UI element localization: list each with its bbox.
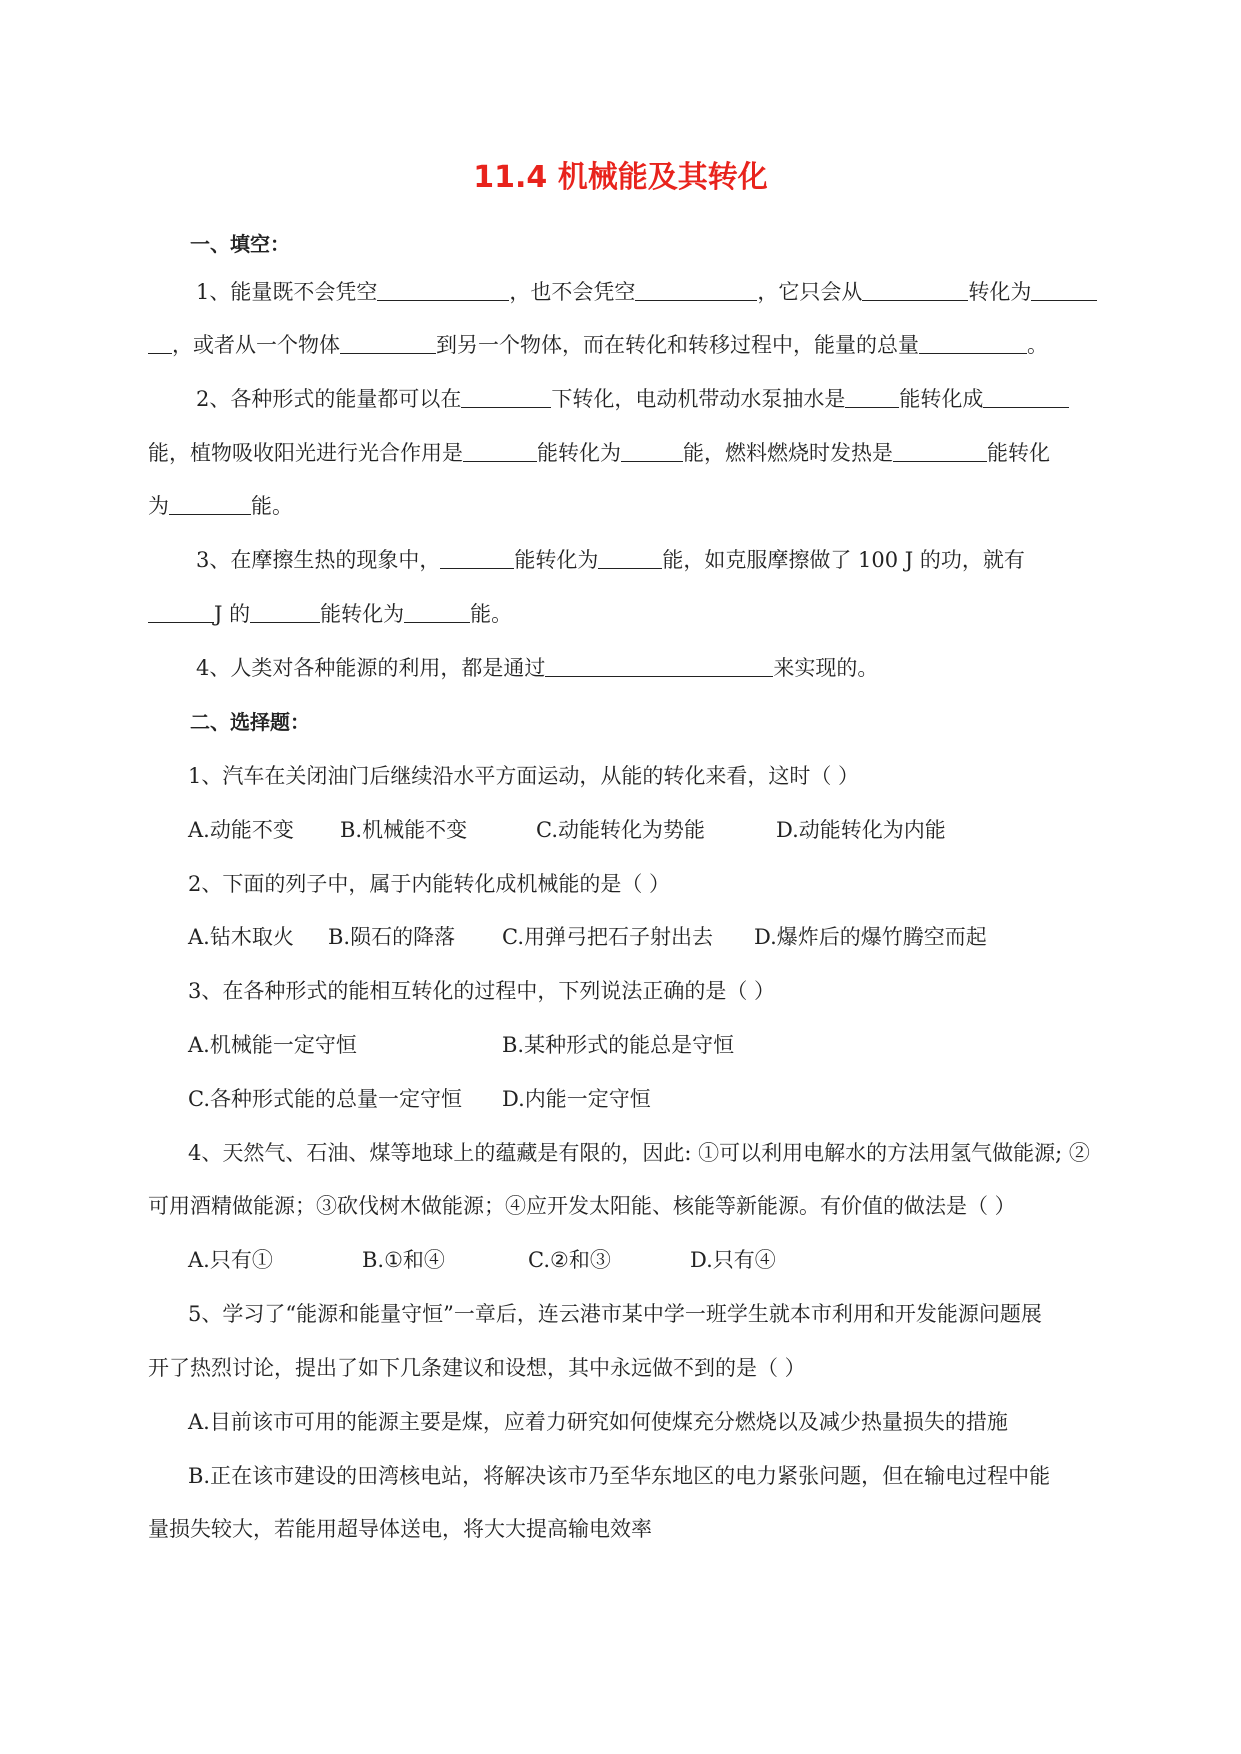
choice-q3-option-d[interactable]: D.内能一定守恒 [502,1087,651,1111]
answer-blank[interactable] [919,331,1027,354]
choice-q4-option-a[interactable]: A.只有① [188,1248,273,1272]
choice-q5-option-b-line2[interactable]: 量损失较大，若能用超导体送电，将大大提高输电效率 [148,1517,652,1541]
answer-blank[interactable] [635,278,757,301]
fill-q4-text-1: 4、人类对各种能源的利用，都是通过 [196,656,546,680]
answer-blank[interactable] [1031,278,1097,301]
fill-q2-text-6: 能，燃料燃烧时发热是 [683,441,893,465]
answer-blank[interactable] [404,600,470,623]
fill-q3-line2 [148,599,512,629]
fill-q3-text-5: 能转化为 [320,602,405,626]
answer-blank[interactable] [545,654,773,677]
choice-q5-stem-line1: 5、学习了“能源和能量守恒”一章后，连云港市某中学一班学生就本市利用和开发能源问题展 [188,1302,1042,1326]
fill-q2-text-8: 为 [148,494,169,518]
fill-q1-text-6: 到另一个物体，而在转化和转移过程中，能量的总量 [436,333,919,357]
page-title: 11.4 机械能及其转化 [473,160,768,195]
choice-q2-options [188,922,1088,952]
answer-blank[interactable] [983,385,1069,408]
choice-q5-option-a[interactable]: A.目前该市可用的能源主要是煤，应着力研究如何使煤充分燃烧以及减少热量损失的措施 [188,1410,1008,1434]
choice-q2-option-b[interactable]: B.陨石的降落 [328,925,456,949]
choice-q3-stem: 3、在各种形式的能相互转化的过程中，下列说法正确的是（ ） [188,979,776,1003]
choice-q5-stem-line2: 开了热烈讨论，提出了如下几条建议和设想，其中永远做不到的是（ ） [148,1356,806,1380]
answer-blank[interactable] [862,278,968,301]
fill-q1-line2 [148,330,1048,360]
fill-q2-line3 [148,491,293,521]
fill-q2-text-1: 2、各种形式的能量都可以在 [196,387,462,411]
choice-q1-stem: 1、汽车在关闭油门后继续沿水平方面运动，从能的转化来看，这时（ ） [188,764,860,788]
choice-q1-option-a[interactable]: A.动能不变 [188,818,294,842]
choice-q2-option-c[interactable]: C.用弹弓把石子射出去 [502,925,713,949]
fill-q4-text-2: 来实现的。 [773,656,879,680]
answer-blank[interactable] [598,546,662,569]
choice-q4-option-d[interactable]: D.只有④ [690,1248,776,1272]
choice-q1-option-b[interactable]: B.机械能不变 [340,818,468,842]
choice-q2-option-a[interactable]: A.钻木取火 [188,925,294,949]
choice-q4-stem-line2: 可用酒精做能源；③砍伐树木做能源；④应开发太阳能、核能等新能源。有价值的做法是（ ） [148,1194,1016,1218]
answer-blank[interactable] [148,600,214,623]
fill-q2-text-9: 能。 [251,494,293,518]
fill-q1-text-3: ，它只会从 [757,280,863,304]
section-heading-multiple-choice: 二、选择题： [190,710,310,734]
answer-blank[interactable] [621,439,683,462]
choice-q2-stem: 2、下面的列子中，属于内能转化成机械能的是（ ） [188,872,671,896]
fill-q2-line1 [196,384,1069,414]
answer-blank[interactable] [148,331,172,354]
choice-q1-options [188,815,1088,845]
answer-blank[interactable] [440,546,514,569]
fill-q2-text-2: 下转化，电动机带动水泵抽水是 [551,387,846,411]
fill-q2-text-5: 能转化为 [537,441,621,465]
answer-blank[interactable] [463,439,537,462]
fill-q3-text-1: 3、在摩擦生热的现象中， [196,548,441,572]
answer-blank[interactable] [377,278,509,301]
choice-q3-option-a[interactable]: A.机械能一定守恒 [188,1033,357,1057]
choice-q4-options [188,1245,1088,1275]
fill-q3-text-3: 能，如克服摩擦做了 100 J 的功，就有 [662,548,1025,572]
choice-q1-option-d[interactable]: D.动能转化为内能 [776,818,946,842]
fill-q2-line2 [148,438,1050,468]
fill-q1-text-1: 1、能量既不会凭空 [196,280,378,304]
fill-q3-line1 [196,545,1025,575]
choice-q4-stem-line1: 4、天然气、石油、煤等地球上的蕴藏是有限的，因此: ①可以利用电解水的方法用氢气做能源; ② [188,1141,1090,1165]
fill-q2-text-7: 能转化 [987,441,1050,465]
fill-q1-text-4: 转化为 [968,280,1032,304]
answer-blank[interactable] [169,492,251,515]
answer-blank[interactable] [340,331,436,354]
choice-q3-options-row2 [188,1084,1088,1114]
fill-q3-text-6: 能。 [470,602,513,626]
choice-q1-option-c[interactable]: C.动能转化为势能 [536,818,705,842]
choice-q3-option-b[interactable]: B.某种形式的能总是守恒 [502,1033,735,1057]
choice-q5-option-b-line1[interactable]: B.正在该市建设的田湾核电站，将解决该市乃至华东地区的电力紧张问题，但在输电过程中能 [188,1464,1051,1488]
answer-blank[interactable] [461,385,551,408]
fill-q1-text-5: ，或者从一个物体 [172,333,340,357]
choice-q2-option-d[interactable]: D.爆炸后的爆竹腾空而起 [754,925,987,949]
fill-q2-text-4: 能，植物吸收阳光进行光合作用是 [148,441,463,465]
choice-q3-option-c[interactable]: C.各种形式能的总量一定守恒 [188,1087,462,1111]
fill-q1-text-2: ，也不会凭空 [509,280,636,304]
answer-blank[interactable] [845,385,899,408]
fill-q4-line1 [196,653,878,683]
answer-blank[interactable] [893,439,987,462]
section-heading-fill-blank: 一、填空： [190,232,290,256]
choice-q3-options-row1 [188,1030,1088,1060]
fill-q3-text-4: J 的 [214,602,251,626]
fill-q2-text-3: 能转化成 [899,387,984,411]
fill-q3-text-2: 能转化为 [514,548,599,572]
fill-q1-text-7: 。 [1027,333,1048,357]
choice-q4-option-b[interactable]: B.①和④ [362,1248,445,1272]
answer-blank[interactable] [250,600,320,623]
fill-q1-line1 [196,277,1097,307]
choice-q4-option-c[interactable]: C.②和③ [528,1248,611,1272]
